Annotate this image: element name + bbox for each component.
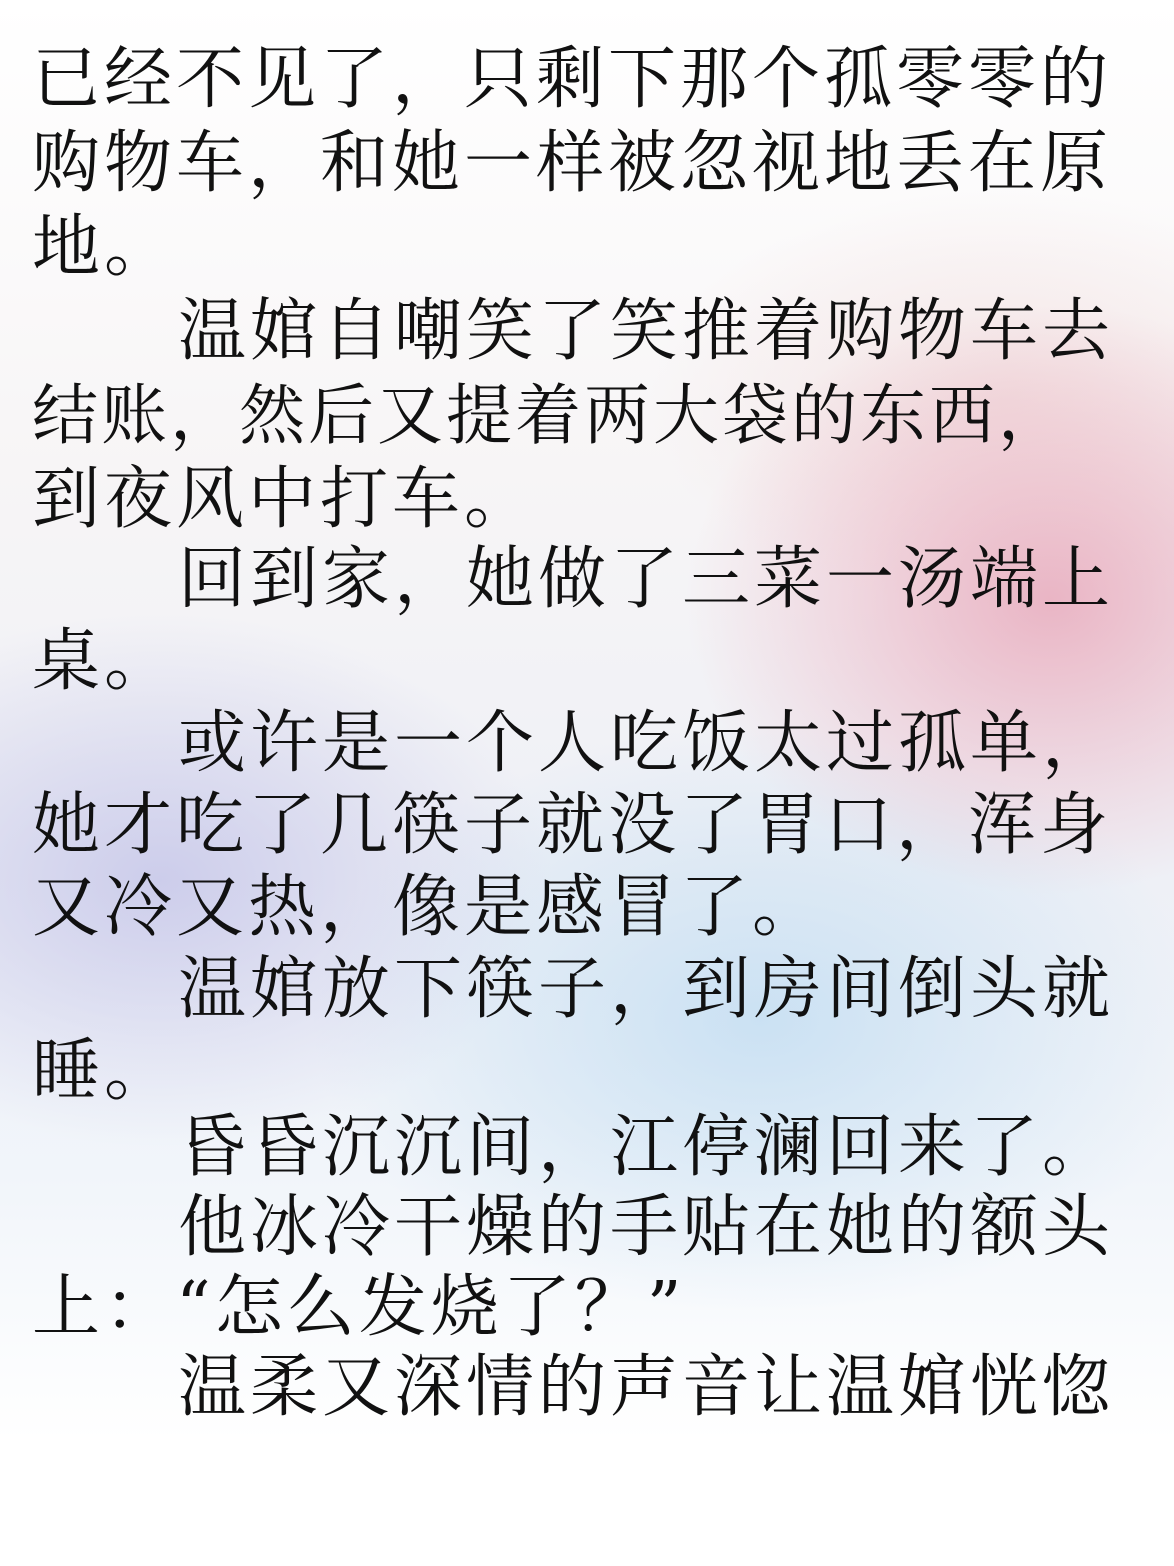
text-line: 到夜风中打车。	[32, 460, 537, 539]
text-line: 又冷又热，像是感冒了。	[32, 868, 825, 947]
paragraph-first-line: 或许是一个人吃饭太过孤单，	[178, 704, 1115, 783]
text-line: 购物车，和她一样被忽视地丢在原	[32, 124, 1113, 203]
paragraph-first-line: 回到家，她做了三菜一汤端上	[178, 540, 1115, 619]
text-line: 地。	[32, 208, 177, 287]
text-line: 上：“怎么发烧了？”	[32, 1268, 686, 1347]
text-line: 已经不见了，只剩下那个孤零零的	[32, 40, 1113, 119]
text-line: 结账，然后又提着两大袋的东西，	[32, 377, 1067, 454]
paragraph-first-line: 温柔又深情的声音让温婠恍惚	[178, 1348, 1115, 1427]
paragraph-first-line: 温婠放下筷子，到房间倒头就	[178, 950, 1115, 1029]
text-line: 她才吃了几筷子就没了胃口，浑身	[32, 786, 1113, 865]
text-line: 睡。	[32, 1032, 177, 1111]
text-line: 桌。	[32, 622, 177, 701]
paragraph-first-line: 他冰冷干燥的手贴在她的额头	[178, 1188, 1115, 1267]
paragraph-first-line: 昏昏沉沉间，江停澜回来了。	[178, 1108, 1115, 1187]
paragraph-first-line: 温婠自嘲笑了笑推着购物车去	[178, 292, 1115, 371]
